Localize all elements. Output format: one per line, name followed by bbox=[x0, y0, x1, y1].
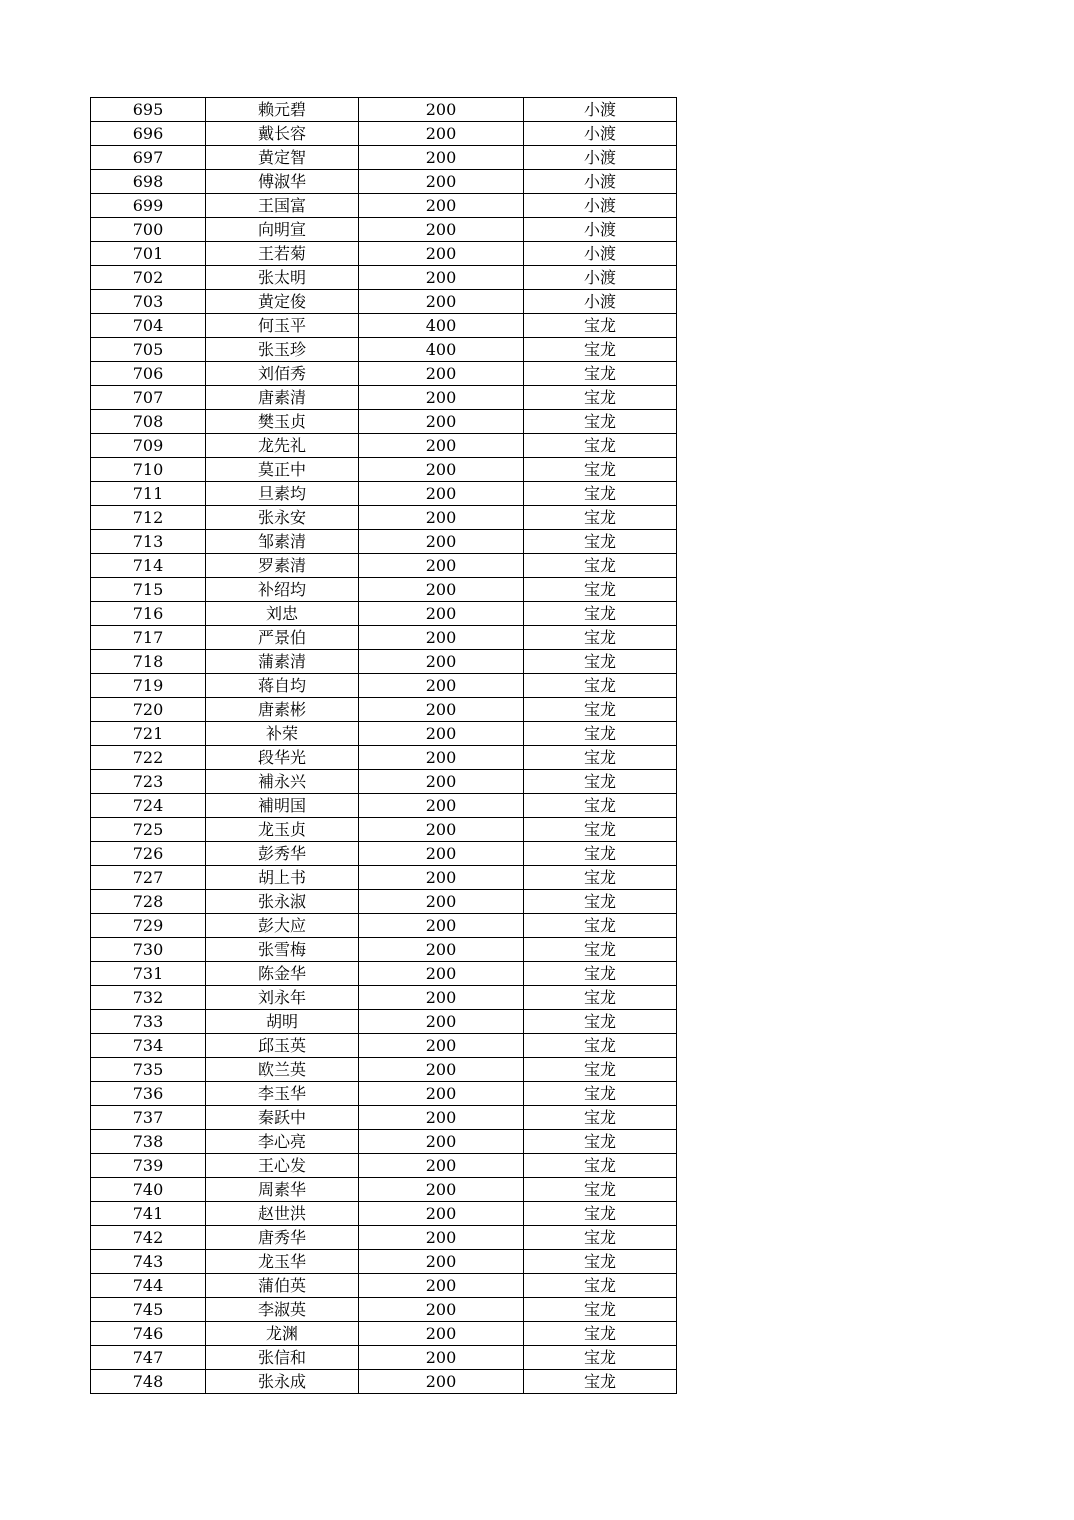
name-cell: 唐秀华 bbox=[206, 1226, 359, 1250]
location-cell: 宝龙 bbox=[524, 650, 677, 674]
amount-cell: 200 bbox=[359, 578, 524, 602]
table-row bbox=[91, 1034, 677, 1058]
table-row bbox=[91, 218, 677, 242]
amount-cell: 200 bbox=[359, 1058, 524, 1082]
amount-cell: 400 bbox=[359, 338, 524, 362]
location-cell: 小渡 bbox=[524, 122, 677, 146]
location-cell: 宝龙 bbox=[524, 866, 677, 890]
location-cell: 宝龙 bbox=[524, 722, 677, 746]
amount-cell: 200 bbox=[359, 890, 524, 914]
table-row bbox=[91, 602, 677, 626]
name-cell: 严景伯 bbox=[206, 626, 359, 650]
name-cell: 蒲伯英 bbox=[206, 1274, 359, 1298]
amount-cell: 200 bbox=[359, 410, 524, 434]
amount-cell: 200 bbox=[359, 482, 524, 506]
table-row bbox=[91, 698, 677, 722]
table-row bbox=[91, 626, 677, 650]
amount-cell: 400 bbox=[359, 314, 524, 338]
table-row bbox=[91, 266, 677, 290]
table-row bbox=[91, 194, 677, 218]
row-number-cell: 695 bbox=[91, 98, 206, 122]
name-cell: 刘永年 bbox=[206, 986, 359, 1010]
name-cell: 胡上书 bbox=[206, 866, 359, 890]
location-cell: 宝龙 bbox=[524, 338, 677, 362]
location-cell: 宝龙 bbox=[524, 482, 677, 506]
name-cell: 罗素清 bbox=[206, 554, 359, 578]
row-number-cell: 729 bbox=[91, 914, 206, 938]
table-row bbox=[91, 842, 677, 866]
location-cell: 宝龙 bbox=[524, 1226, 677, 1250]
location-cell: 宝龙 bbox=[524, 1082, 677, 1106]
name-cell: 王国富 bbox=[206, 194, 359, 218]
location-cell: 小渡 bbox=[524, 266, 677, 290]
row-number-cell: 745 bbox=[91, 1298, 206, 1322]
location-cell: 宝龙 bbox=[524, 1322, 677, 1346]
table-row bbox=[91, 1370, 677, 1394]
table-row bbox=[91, 986, 677, 1010]
records-table bbox=[90, 97, 677, 1394]
row-number-cell: 711 bbox=[91, 482, 206, 506]
row-number-cell: 704 bbox=[91, 314, 206, 338]
row-number-cell: 699 bbox=[91, 194, 206, 218]
table-row bbox=[91, 1274, 677, 1298]
table-row bbox=[91, 458, 677, 482]
name-cell: 樊玉贞 bbox=[206, 410, 359, 434]
row-number-cell: 696 bbox=[91, 122, 206, 146]
amount-cell: 200 bbox=[359, 1106, 524, 1130]
row-number-cell: 721 bbox=[91, 722, 206, 746]
row-number-cell: 744 bbox=[91, 1274, 206, 1298]
row-number-cell: 741 bbox=[91, 1202, 206, 1226]
location-cell: 小渡 bbox=[524, 194, 677, 218]
name-cell: 龙玉贞 bbox=[206, 818, 359, 842]
row-number-cell: 740 bbox=[91, 1178, 206, 1202]
row-number-cell: 738 bbox=[91, 1130, 206, 1154]
location-cell: 宝龙 bbox=[524, 458, 677, 482]
name-cell: 李淑英 bbox=[206, 1298, 359, 1322]
location-cell: 宝龙 bbox=[524, 674, 677, 698]
row-number-cell: 719 bbox=[91, 674, 206, 698]
row-number-cell: 723 bbox=[91, 770, 206, 794]
table-row bbox=[91, 554, 677, 578]
name-cell: 補明国 bbox=[206, 794, 359, 818]
location-cell: 宝龙 bbox=[524, 1202, 677, 1226]
row-number-cell: 715 bbox=[91, 578, 206, 602]
table-row bbox=[91, 578, 677, 602]
table-row bbox=[91, 794, 677, 818]
table-row bbox=[91, 242, 677, 266]
amount-cell: 200 bbox=[359, 626, 524, 650]
amount-cell: 200 bbox=[359, 170, 524, 194]
location-cell: 宝龙 bbox=[524, 914, 677, 938]
name-cell: 张玉珍 bbox=[206, 338, 359, 362]
row-number-cell: 742 bbox=[91, 1226, 206, 1250]
amount-cell: 200 bbox=[359, 1010, 524, 1034]
table-row bbox=[91, 650, 677, 674]
table-row bbox=[91, 890, 677, 914]
table-row bbox=[91, 1250, 677, 1274]
row-number-cell: 748 bbox=[91, 1370, 206, 1394]
amount-cell: 200 bbox=[359, 746, 524, 770]
row-number-cell: 707 bbox=[91, 386, 206, 410]
location-cell: 宝龙 bbox=[524, 1250, 677, 1274]
name-cell: 赖元碧 bbox=[206, 98, 359, 122]
row-number-cell: 743 bbox=[91, 1250, 206, 1274]
location-cell: 小渡 bbox=[524, 146, 677, 170]
name-cell: 张永成 bbox=[206, 1370, 359, 1394]
name-cell: 张雪梅 bbox=[206, 938, 359, 962]
location-cell: 宝龙 bbox=[524, 794, 677, 818]
amount-cell: 200 bbox=[359, 1154, 524, 1178]
name-cell: 黄定俊 bbox=[206, 290, 359, 314]
row-number-cell: 709 bbox=[91, 434, 206, 458]
location-cell: 宝龙 bbox=[524, 962, 677, 986]
amount-cell: 200 bbox=[359, 1226, 524, 1250]
amount-cell: 200 bbox=[359, 530, 524, 554]
row-number-cell: 746 bbox=[91, 1322, 206, 1346]
name-cell: 莫正中 bbox=[206, 458, 359, 482]
table-row bbox=[91, 1226, 677, 1250]
location-cell: 宝龙 bbox=[524, 626, 677, 650]
amount-cell: 200 bbox=[359, 1178, 524, 1202]
table-row bbox=[91, 410, 677, 434]
name-cell: 傅淑华 bbox=[206, 170, 359, 194]
table-row bbox=[91, 1058, 677, 1082]
name-cell: 龙玉华 bbox=[206, 1250, 359, 1274]
row-number-cell: 698 bbox=[91, 170, 206, 194]
amount-cell: 200 bbox=[359, 938, 524, 962]
amount-cell: 200 bbox=[359, 986, 524, 1010]
table-row bbox=[91, 1082, 677, 1106]
table-row bbox=[91, 146, 677, 170]
table-row bbox=[91, 1178, 677, 1202]
name-cell: 邱玉英 bbox=[206, 1034, 359, 1058]
name-cell: 王若菊 bbox=[206, 242, 359, 266]
amount-cell: 200 bbox=[359, 98, 524, 122]
amount-cell: 200 bbox=[359, 1034, 524, 1058]
row-number-cell: 713 bbox=[91, 530, 206, 554]
amount-cell: 200 bbox=[359, 698, 524, 722]
name-cell: 唐素清 bbox=[206, 386, 359, 410]
amount-cell: 200 bbox=[359, 290, 524, 314]
row-number-cell: 737 bbox=[91, 1106, 206, 1130]
row-number-cell: 735 bbox=[91, 1058, 206, 1082]
row-number-cell: 736 bbox=[91, 1082, 206, 1106]
amount-cell: 200 bbox=[359, 1346, 524, 1370]
location-cell: 宝龙 bbox=[524, 1154, 677, 1178]
name-cell: 龙先礼 bbox=[206, 434, 359, 458]
amount-cell: 200 bbox=[359, 506, 524, 530]
row-number-cell: 714 bbox=[91, 554, 206, 578]
table-row bbox=[91, 362, 677, 386]
amount-cell: 200 bbox=[359, 818, 524, 842]
amount-cell: 200 bbox=[359, 1082, 524, 1106]
location-cell: 宝龙 bbox=[524, 1346, 677, 1370]
location-cell: 宝龙 bbox=[524, 434, 677, 458]
table-row bbox=[91, 1130, 677, 1154]
location-cell: 宝龙 bbox=[524, 890, 677, 914]
amount-cell: 200 bbox=[359, 770, 524, 794]
row-number-cell: 710 bbox=[91, 458, 206, 482]
amount-cell: 200 bbox=[359, 362, 524, 386]
table-row bbox=[91, 122, 677, 146]
location-cell: 宝龙 bbox=[524, 818, 677, 842]
name-cell: 彭秀华 bbox=[206, 842, 359, 866]
row-number-cell: 720 bbox=[91, 698, 206, 722]
amount-cell: 200 bbox=[359, 386, 524, 410]
row-number-cell: 728 bbox=[91, 890, 206, 914]
table-row bbox=[91, 338, 677, 362]
amount-cell: 200 bbox=[359, 1274, 524, 1298]
table-row bbox=[91, 170, 677, 194]
row-number-cell: 703 bbox=[91, 290, 206, 314]
location-cell: 小渡 bbox=[524, 170, 677, 194]
name-cell: 戴长容 bbox=[206, 122, 359, 146]
amount-cell: 200 bbox=[359, 1202, 524, 1226]
row-number-cell: 712 bbox=[91, 506, 206, 530]
name-cell: 周素华 bbox=[206, 1178, 359, 1202]
location-cell: 宝龙 bbox=[524, 746, 677, 770]
name-cell: 何玉平 bbox=[206, 314, 359, 338]
name-cell: 向明宣 bbox=[206, 218, 359, 242]
name-cell: 黄定智 bbox=[206, 146, 359, 170]
name-cell: 欧兰英 bbox=[206, 1058, 359, 1082]
table-row bbox=[91, 530, 677, 554]
amount-cell: 200 bbox=[359, 554, 524, 578]
table-row bbox=[91, 1298, 677, 1322]
row-number-cell: 739 bbox=[91, 1154, 206, 1178]
name-cell: 胡明 bbox=[206, 1010, 359, 1034]
location-cell: 宝龙 bbox=[524, 1058, 677, 1082]
location-cell: 宝龙 bbox=[524, 410, 677, 434]
row-number-cell: 717 bbox=[91, 626, 206, 650]
amount-cell: 200 bbox=[359, 266, 524, 290]
location-cell: 小渡 bbox=[524, 98, 677, 122]
location-cell: 宝龙 bbox=[524, 1298, 677, 1322]
table-row bbox=[91, 1202, 677, 1226]
name-cell: 补荣 bbox=[206, 722, 359, 746]
table-row bbox=[91, 866, 677, 890]
location-cell: 宝龙 bbox=[524, 1274, 677, 1298]
location-cell: 宝龙 bbox=[524, 698, 677, 722]
row-number-cell: 697 bbox=[91, 146, 206, 170]
amount-cell: 200 bbox=[359, 146, 524, 170]
location-cell: 宝龙 bbox=[524, 578, 677, 602]
table-row bbox=[91, 818, 677, 842]
name-cell: 蒋自均 bbox=[206, 674, 359, 698]
name-cell: 蒲素清 bbox=[206, 650, 359, 674]
amount-cell: 200 bbox=[359, 1250, 524, 1274]
name-cell: 张信和 bbox=[206, 1346, 359, 1370]
table-row bbox=[91, 506, 677, 530]
location-cell: 宝龙 bbox=[524, 1034, 677, 1058]
amount-cell: 200 bbox=[359, 1298, 524, 1322]
amount-cell: 200 bbox=[359, 434, 524, 458]
name-cell: 秦跃中 bbox=[206, 1106, 359, 1130]
location-cell: 宝龙 bbox=[524, 602, 677, 626]
amount-cell: 200 bbox=[359, 122, 524, 146]
location-cell: 宝龙 bbox=[524, 986, 677, 1010]
row-number-cell: 700 bbox=[91, 218, 206, 242]
table-row bbox=[91, 482, 677, 506]
name-cell: 补绍均 bbox=[206, 578, 359, 602]
row-number-cell: 731 bbox=[91, 962, 206, 986]
table-row bbox=[91, 722, 677, 746]
row-number-cell: 730 bbox=[91, 938, 206, 962]
name-cell: 陈金华 bbox=[206, 962, 359, 986]
name-cell: 龙渊 bbox=[206, 1322, 359, 1346]
table-row bbox=[91, 1346, 677, 1370]
location-cell: 宝龙 bbox=[524, 842, 677, 866]
row-number-cell: 732 bbox=[91, 986, 206, 1010]
name-cell: 彭大应 bbox=[206, 914, 359, 938]
name-cell: 王心发 bbox=[206, 1154, 359, 1178]
location-cell: 宝龙 bbox=[524, 770, 677, 794]
table-row bbox=[91, 314, 677, 338]
location-cell: 小渡 bbox=[524, 218, 677, 242]
table-row bbox=[91, 98, 677, 122]
location-cell: 宝龙 bbox=[524, 1130, 677, 1154]
amount-cell: 200 bbox=[359, 1322, 524, 1346]
table-row bbox=[91, 770, 677, 794]
row-number-cell: 733 bbox=[91, 1010, 206, 1034]
amount-cell: 200 bbox=[359, 914, 524, 938]
name-cell: 段华光 bbox=[206, 746, 359, 770]
row-number-cell: 718 bbox=[91, 650, 206, 674]
name-cell: 李玉华 bbox=[206, 1082, 359, 1106]
table-row bbox=[91, 938, 677, 962]
name-cell: 唐素彬 bbox=[206, 698, 359, 722]
row-number-cell: 706 bbox=[91, 362, 206, 386]
row-number-cell: 734 bbox=[91, 1034, 206, 1058]
amount-cell: 200 bbox=[359, 218, 524, 242]
location-cell: 小渡 bbox=[524, 290, 677, 314]
row-number-cell: 701 bbox=[91, 242, 206, 266]
name-cell: 刘忠 bbox=[206, 602, 359, 626]
name-cell: 张永淑 bbox=[206, 890, 359, 914]
row-number-cell: 727 bbox=[91, 866, 206, 890]
amount-cell: 200 bbox=[359, 194, 524, 218]
table-row bbox=[91, 290, 677, 314]
name-cell: 補永兴 bbox=[206, 770, 359, 794]
records-table-body bbox=[91, 98, 677, 1394]
table-row bbox=[91, 746, 677, 770]
row-number-cell: 747 bbox=[91, 1346, 206, 1370]
location-cell: 宝龙 bbox=[524, 1370, 677, 1394]
amount-cell: 200 bbox=[359, 602, 524, 626]
row-number-cell: 716 bbox=[91, 602, 206, 626]
amount-cell: 200 bbox=[359, 242, 524, 266]
amount-cell: 200 bbox=[359, 722, 524, 746]
amount-cell: 200 bbox=[359, 1370, 524, 1394]
location-cell: 宝龙 bbox=[524, 554, 677, 578]
row-number-cell: 702 bbox=[91, 266, 206, 290]
table-row bbox=[91, 1106, 677, 1130]
location-cell: 宝龙 bbox=[524, 1178, 677, 1202]
amount-cell: 200 bbox=[359, 674, 524, 698]
row-number-cell: 724 bbox=[91, 794, 206, 818]
amount-cell: 200 bbox=[359, 962, 524, 986]
row-number-cell: 725 bbox=[91, 818, 206, 842]
table-row bbox=[91, 674, 677, 698]
table-row bbox=[91, 434, 677, 458]
amount-cell: 200 bbox=[359, 866, 524, 890]
name-cell: 邹素清 bbox=[206, 530, 359, 554]
amount-cell: 200 bbox=[359, 650, 524, 674]
name-cell: 旦素均 bbox=[206, 482, 359, 506]
row-number-cell: 705 bbox=[91, 338, 206, 362]
amount-cell: 200 bbox=[359, 1130, 524, 1154]
row-number-cell: 726 bbox=[91, 842, 206, 866]
location-cell: 宝龙 bbox=[524, 386, 677, 410]
table-row bbox=[91, 1010, 677, 1034]
amount-cell: 200 bbox=[359, 842, 524, 866]
name-cell: 赵世洪 bbox=[206, 1202, 359, 1226]
location-cell: 小渡 bbox=[524, 242, 677, 266]
row-number-cell: 708 bbox=[91, 410, 206, 434]
location-cell: 宝龙 bbox=[524, 1010, 677, 1034]
location-cell: 宝龙 bbox=[524, 938, 677, 962]
table-row bbox=[91, 914, 677, 938]
location-cell: 宝龙 bbox=[524, 1106, 677, 1130]
location-cell: 宝龙 bbox=[524, 362, 677, 386]
name-cell: 刘佰秀 bbox=[206, 362, 359, 386]
table-row bbox=[91, 1322, 677, 1346]
table-row bbox=[91, 386, 677, 410]
name-cell: 李心亮 bbox=[206, 1130, 359, 1154]
name-cell: 张永安 bbox=[206, 506, 359, 530]
name-cell: 张太明 bbox=[206, 266, 359, 290]
location-cell: 宝龙 bbox=[524, 314, 677, 338]
amount-cell: 200 bbox=[359, 794, 524, 818]
table-row bbox=[91, 962, 677, 986]
amount-cell: 200 bbox=[359, 458, 524, 482]
row-number-cell: 722 bbox=[91, 746, 206, 770]
table-row bbox=[91, 1154, 677, 1178]
location-cell: 宝龙 bbox=[524, 530, 677, 554]
location-cell: 宝龙 bbox=[524, 506, 677, 530]
